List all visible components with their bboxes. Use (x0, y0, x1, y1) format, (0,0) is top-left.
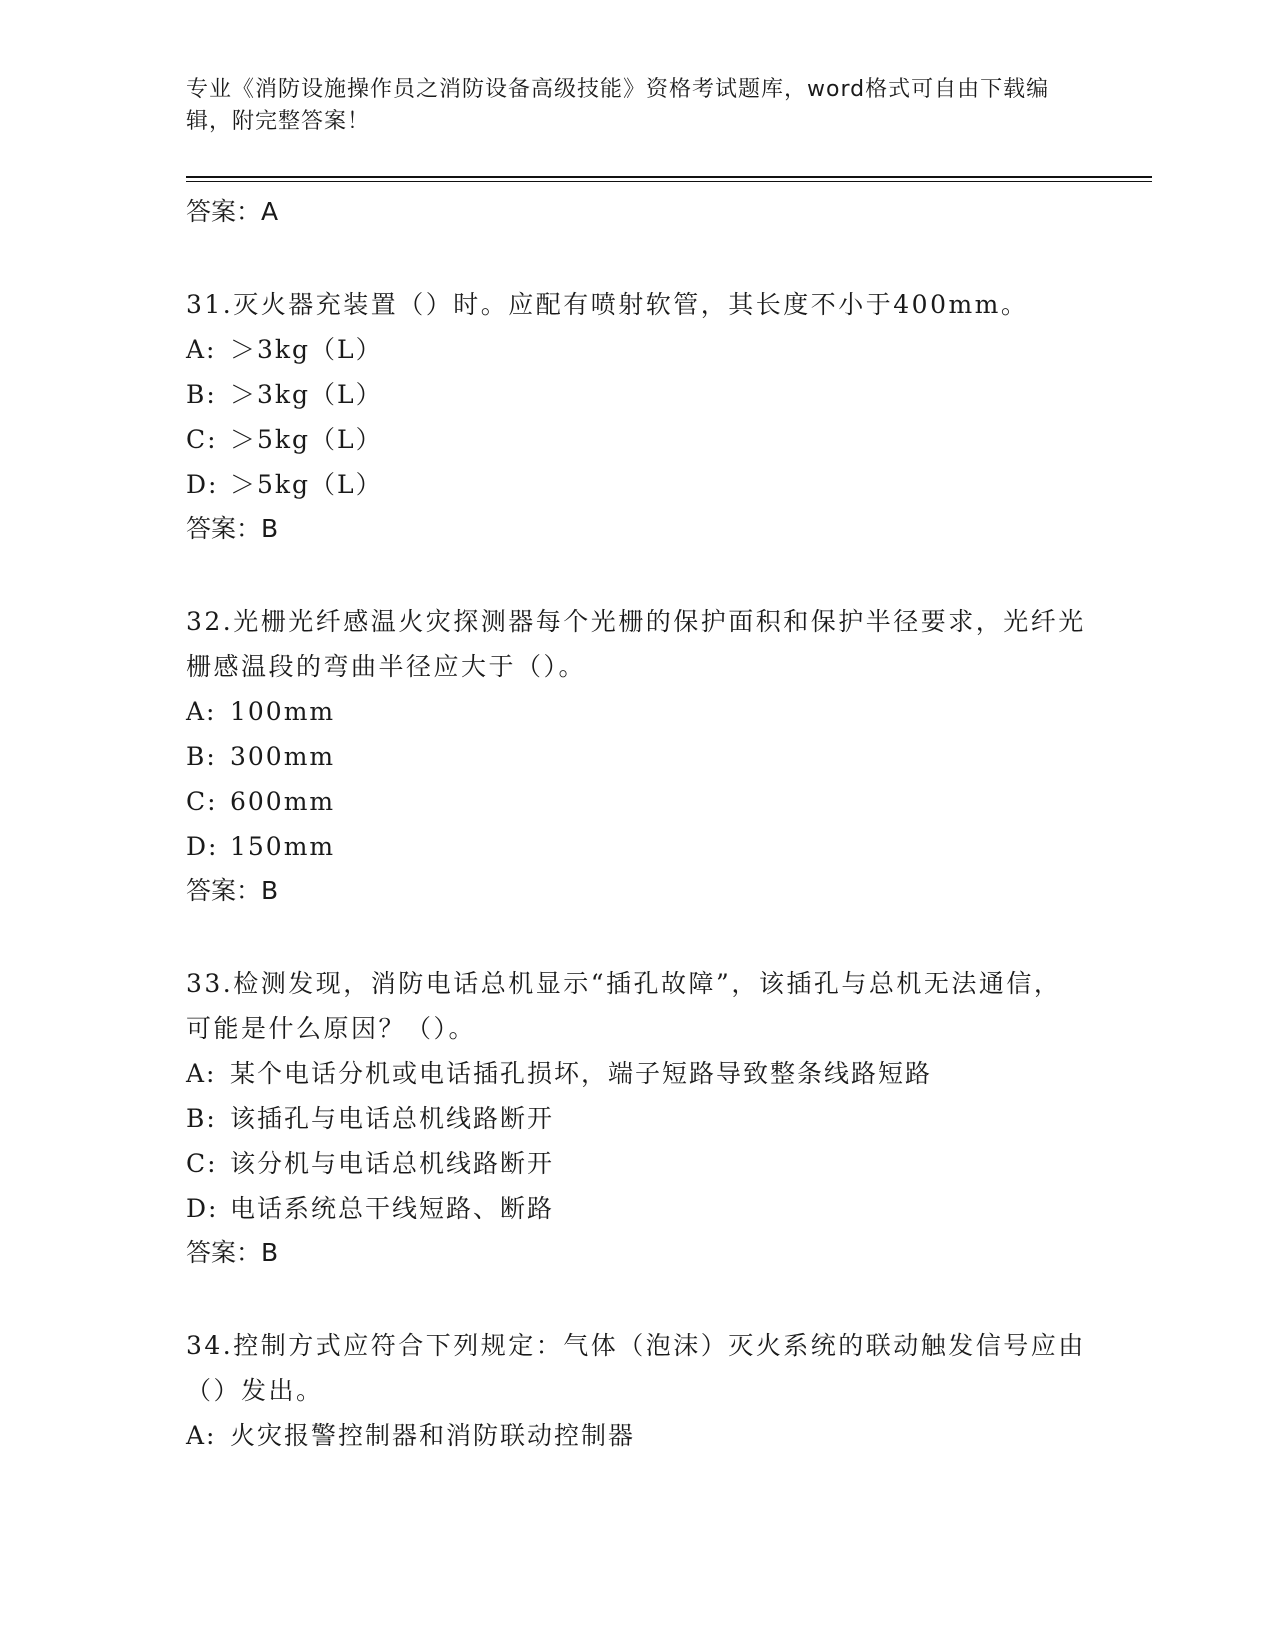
answer-line: 答案：B (186, 514, 279, 543)
question-stem: 32.光栅光纤感温火灾探测器每个光栅的保护面积和保护半径要求，光纤光栅感温段的弯曲半径应大于（）。 (186, 607, 1086, 681)
document-header: 专业《消防设施操作员之消防设备高级技能》资格考试题库，word格式可自由下载编辑，附完整答案！ (186, 77, 1050, 134)
answer-line: 答案：B (186, 876, 279, 905)
option-d (186, 462, 1086, 507)
option-text: 火灾报警控制器和消防联动控制器 (230, 1421, 636, 1450)
option-letter: B: (186, 1104, 217, 1133)
option-letter: C: (186, 425, 218, 454)
question-31 (186, 282, 1086, 551)
question-list (186, 190, 1086, 1458)
option-b (186, 372, 1086, 417)
option-a (186, 327, 1086, 372)
option-text: ＞3kg（L） (230, 335, 383, 364)
option-c (186, 1141, 1086, 1186)
option-text: 600mm (230, 787, 336, 816)
option-letter: C: (186, 1149, 218, 1178)
question-34 (186, 1323, 1086, 1458)
question-33 (186, 961, 1086, 1275)
option-letter: A: (186, 335, 217, 364)
option-c (186, 417, 1086, 462)
option-b (186, 1096, 1086, 1141)
question-stem: 33.检测发现，消防电话总机显示“插孔故障”，该插孔与总机无法通信，可能是什么原因？（）。 (186, 969, 1062, 1043)
option-text: 该插孔与电话总机线路断开 (230, 1104, 555, 1133)
question-stem: 31.灭火器充装置（）时。应配有喷射软管，其长度不小于400mm。 (186, 290, 1029, 319)
option-text: 100mm (230, 697, 336, 726)
answer-line: 答案：A (186, 197, 279, 226)
option-letter: D: (186, 832, 219, 861)
option-text: 300mm (230, 742, 336, 771)
question-32 (186, 599, 1086, 913)
option-text: 某个电话分机或电话插孔损坏，端子短路导致整条线路短路 (230, 1059, 933, 1088)
option-letter: D: (186, 470, 219, 499)
question-stem: 34.控制方式应符合下列规定：气体（泡沫）灭火系统的联动触发信号应由（）发出。 (186, 1331, 1086, 1405)
option-text: ＞5kg（L） (230, 425, 383, 454)
option-text: ＞5kg（L） (230, 470, 383, 499)
option-letter: C: (186, 787, 218, 816)
option-letter: A: (186, 1421, 217, 1450)
option-text: ＞3kg（L） (230, 380, 383, 409)
option-c (186, 779, 1086, 824)
header-rule-thin (186, 181, 1152, 182)
option-letter: A: (186, 1059, 217, 1088)
option-letter: D: (186, 1194, 219, 1223)
option-a (186, 1413, 1086, 1458)
answer-line: 答案：B (186, 1238, 279, 1267)
option-letter: B: (186, 742, 217, 771)
header-rule-thick (186, 176, 1152, 178)
option-a (186, 1051, 1086, 1096)
option-text: 电话系统总干线短路、断路 (230, 1194, 555, 1223)
option-letter: B: (186, 380, 217, 409)
option-b (186, 734, 1086, 779)
option-d (186, 1186, 1086, 1231)
option-d (186, 824, 1086, 869)
option-letter: A: (186, 697, 217, 726)
option-a (186, 689, 1086, 734)
option-text: 150mm (230, 832, 336, 861)
option-text: 该分机与电话总机线路断开 (230, 1149, 555, 1178)
